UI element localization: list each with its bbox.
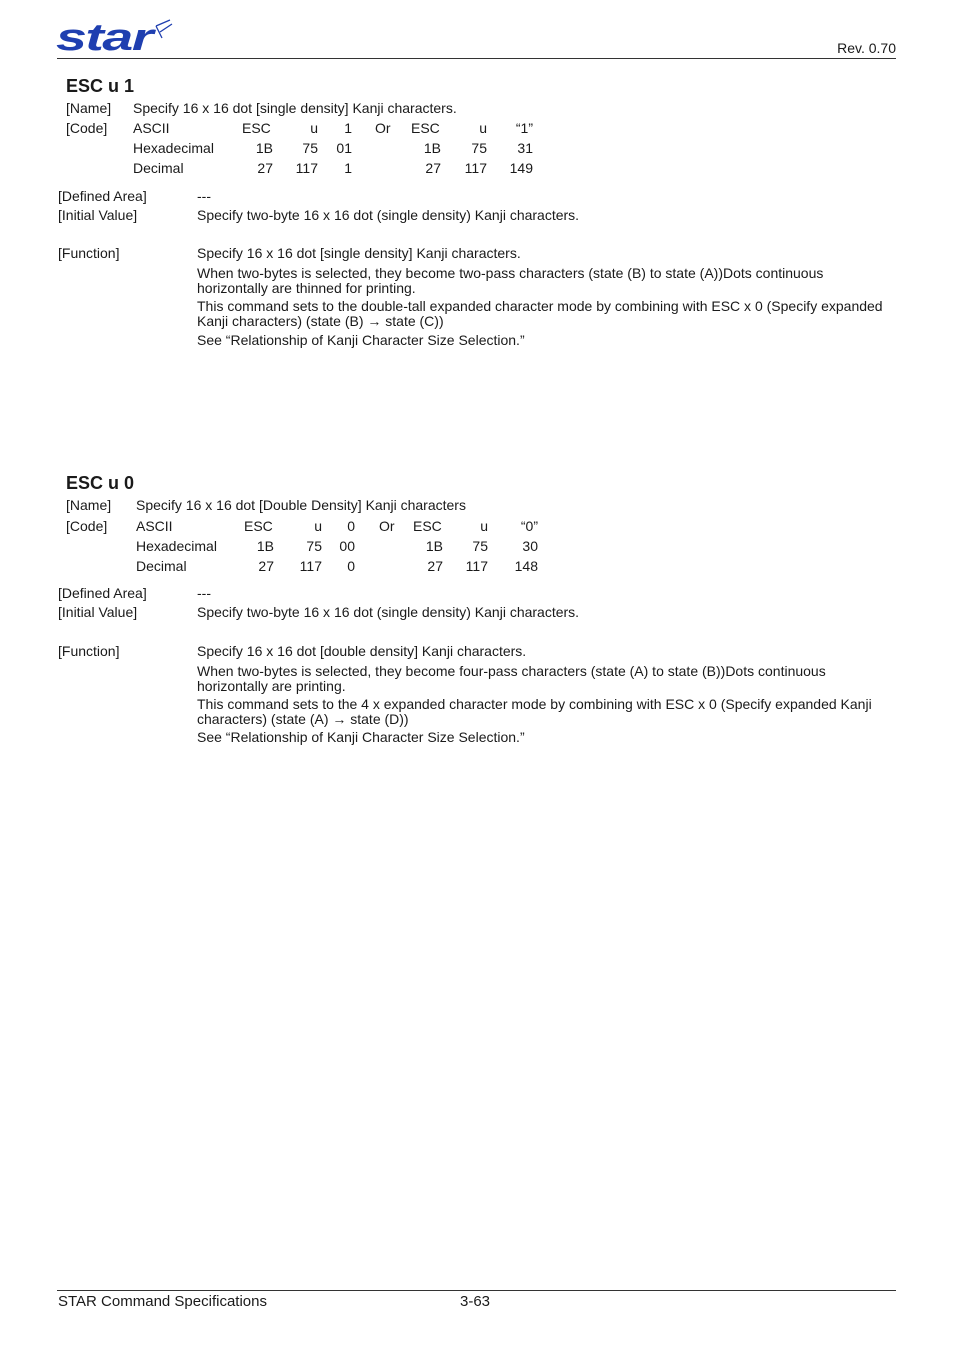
code-cell: 117 (464, 160, 487, 176)
code-cell: 1B (425, 538, 443, 554)
code-cell: ESC (413, 518, 442, 534)
initial-value-label: [Initial Value] (58, 207, 138, 223)
code-cell: 27 (425, 160, 441, 176)
code-cell: 31 (517, 140, 533, 156)
code-cell: 1 (344, 160, 352, 176)
footer-rule (57, 1290, 896, 1291)
section-title: ESC u 1 (66, 76, 135, 96)
code-cell: u (310, 120, 318, 136)
code-cell: “1” (515, 120, 533, 136)
function-paragraph: When two-bytes is selected, they become four-pass characters (state (A) to state (B))Dots continuous horizontally are printing. (197, 663, 826, 694)
code-cell: “0” (520, 518, 538, 534)
code-cell: 117 (299, 558, 322, 574)
code-cell: 1 (344, 120, 352, 136)
code-cell: ASCII (136, 518, 173, 534)
code-cell: u (480, 518, 488, 534)
name-value: Specify 16 x 16 dot [Double Density] Kanji characters (136, 497, 466, 513)
defined-area-label: [Defined Area] (58, 585, 147, 601)
code-cell: 27 (258, 558, 274, 574)
code-cell: 27 (427, 558, 443, 574)
function-paragraph: This command sets to the 4 x expanded character mode by combining with ESC x 0 (Specify expanded Kanji characters) (state (A) → state (D)) (197, 696, 872, 727)
defined-area-label: [Defined Area] (58, 188, 147, 204)
code-cell: 0 (347, 558, 355, 574)
code-cell: 30 (522, 538, 538, 554)
function-paragraph: See “Relationship of Kanji Character Size Selection.” (197, 729, 525, 745)
code-cell: 117 (295, 160, 318, 176)
name-value: Specify 16 x 16 dot [single density] Kanji characters. (133, 100, 457, 116)
code-cell: 1B (256, 538, 274, 554)
function-paragraph: Specify 16 x 16 dot [single density] Kanji characters. (197, 245, 521, 261)
code-cell: 1B (423, 140, 441, 156)
code-cell: 0 (347, 518, 355, 534)
code-cell: 75 (471, 140, 487, 156)
function-paragraph: Specify 16 x 16 dot [double density] Kanji characters. (197, 643, 527, 659)
code-cell: 75 (472, 538, 488, 554)
code-cell: u (314, 518, 322, 534)
code-cell: 01 (336, 140, 352, 156)
name-label: [Name] (66, 497, 112, 513)
code-cell: Decimal (136, 558, 187, 574)
header-rule (57, 58, 896, 59)
code-label: [Code] (66, 120, 108, 136)
defined-area-value: --- (197, 585, 211, 601)
code-cell: u (479, 120, 487, 136)
code-cell: 149 (509, 160, 533, 176)
page-number: 3-63 (460, 1293, 491, 1310)
section-title: ESC u 0 (66, 473, 135, 493)
revision-label: Rev. 0.70 (837, 40, 896, 56)
code-cell: 75 (306, 538, 322, 554)
svg-text:star: star (56, 18, 157, 54)
function-paragraph: When two-bytes is selected, they become two-pass characters (state (B) to state (A))Dots continuous horizontally are thinned for printing. (197, 265, 824, 296)
code-cell: 00 (339, 538, 355, 554)
initial-value-label: [Initial Value] (58, 604, 138, 620)
name-label: [Name] (66, 100, 112, 116)
initial-value-value: Specify two-byte 16 x 16 dot (single density) Kanji characters. (197, 207, 580, 223)
code-cell: ESC (244, 518, 273, 534)
function-label: [Function] (58, 245, 120, 261)
code-cell: Hexadecimal (136, 538, 217, 554)
function-paragraph: See “Relationship of Kanji Character Size Selection.” (197, 332, 525, 348)
code-cell: 1B (255, 140, 273, 156)
code-cell: Decimal (133, 160, 184, 176)
code-cell: 75 (302, 140, 318, 156)
code-cell: 148 (514, 558, 538, 574)
defined-area-value: --- (197, 188, 211, 204)
function-label: [Function] (58, 643, 120, 659)
function-paragraph: This command sets to the double-tall expanded character mode by combining with ESC x 0 (Specify expanded Kanji characters) (state (B) → state (C)) (197, 298, 883, 329)
code-cell: Or (375, 120, 391, 136)
star-logo (56, 18, 174, 54)
initial-value-value: Specify two-byte 16 x 16 dot (single density) Kanji characters. (197, 604, 580, 620)
code-cell: ESC (242, 120, 271, 136)
footer-title: STAR Command Specifications (58, 1293, 267, 1310)
code-cell: Or (379, 518, 395, 534)
code-cell: ESC (411, 120, 440, 136)
code-cell: 27 (257, 160, 273, 176)
code-label: [Code] (66, 518, 108, 534)
code-cell: ASCII (133, 120, 170, 136)
code-cell: 117 (465, 558, 488, 574)
code-cell: Hexadecimal (133, 140, 214, 156)
